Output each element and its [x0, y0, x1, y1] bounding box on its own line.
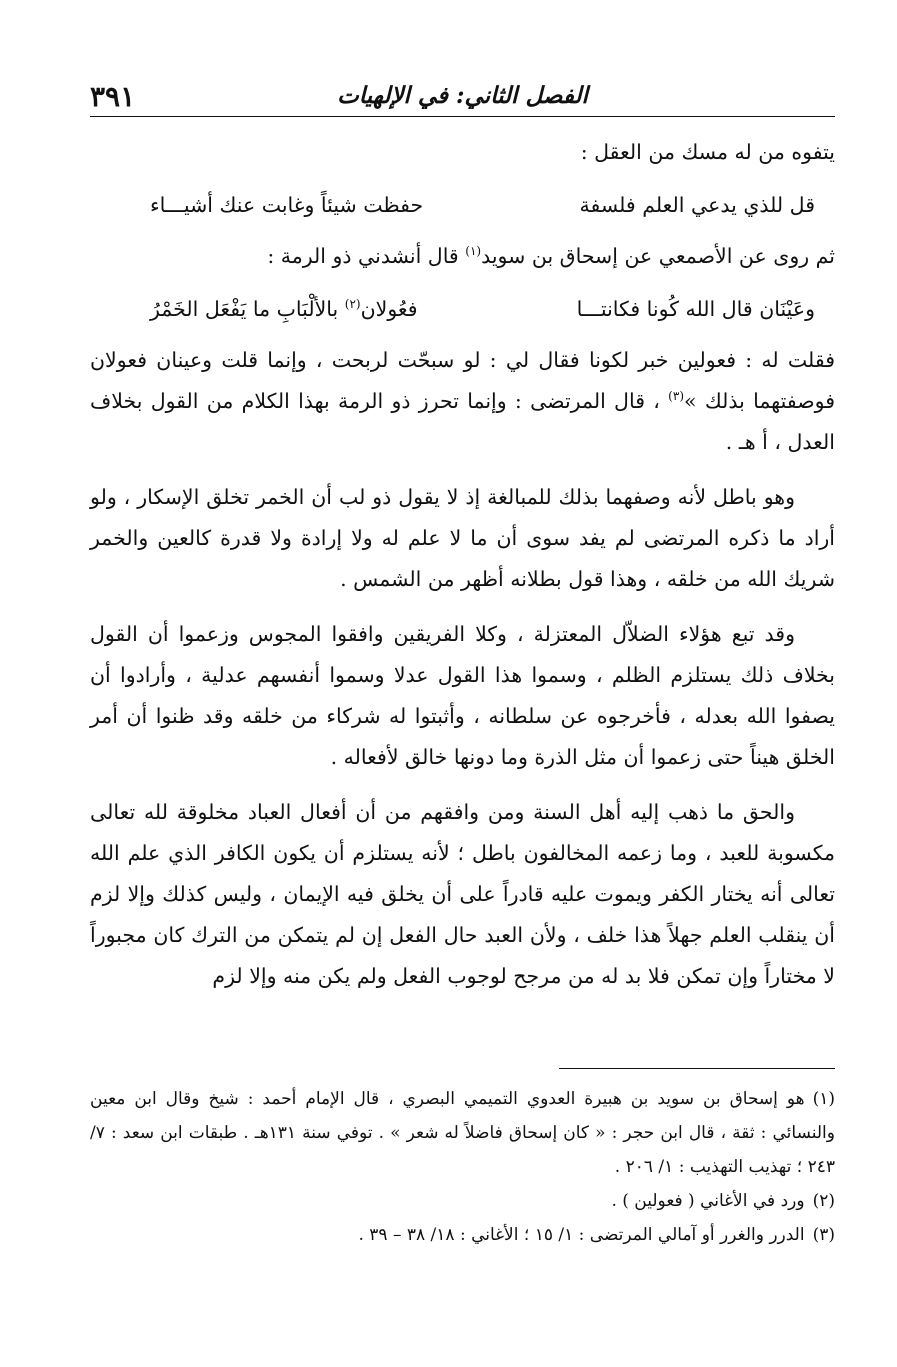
footnote-2-number: (٢) — [812, 1191, 835, 1211]
verse-2-second-hemistich — [150, 289, 418, 330]
footnote-1-number: (١) — [812, 1089, 835, 1109]
verse-2-rest: بالألْبَابِ ما يَفْعَل الخَمْرُ — [150, 297, 345, 321]
paragraph-1-text-end: ، قال المرتضى : وإنما تحرز ذو الرمة بهذا الكلام من القول بخلاف العدل ، أ هـ . — [90, 389, 835, 454]
footnote-3-text: الدرر والغرر أو آمالي المرتضى : ١/ ١٥ ؛ الأغاني : ١٨/ ٣٨ – ٣٩ . — [358, 1225, 805, 1245]
footnote-3 — [90, 1218, 835, 1252]
running-title: الفصل الثاني: في الإلهيات — [337, 82, 588, 109]
paragraph-1 — [90, 340, 835, 463]
footnote-ref-2: (٢) — [344, 297, 361, 312]
verse-1-first-hemistich: قل للذي يدعي العلم فلسفة — [579, 193, 815, 217]
verse-2-word: فعُولان — [360, 297, 418, 321]
verse-2-first-hemistich: وعَيْنَان قال الله كُونا فكانتـــا — [576, 297, 815, 321]
verse-1-second-hemistich: حفظت شيئاً وغابت عنك أشيـــاء — [150, 193, 424, 217]
intro-line: يتفوه من له مسك من العقل : — [580, 140, 835, 164]
main-text — [90, 132, 835, 997]
paragraph-3: وقد تبع هؤلاء الضلاّل المعتزلة ، وكلا الفريقين وافقوا المجوس وزعموا أن القول بخلاف ذلك يستلزم الظلم ، وسموا هذا القول عدلا وسموا أنفسهم عدلية ، وأرادوا أن يصفوا الله بعدله ، فأخرجوه عن سلطانه ، وأثبتوا له شركاء من خلقه وقد ظنوا أن أمر الخلق هيناً حتى زعموا أن مثل الذرة وما دونها خالق لأفعاله . — [90, 622, 835, 769]
verse-2 — [90, 289, 835, 330]
footnote-1 — [90, 1082, 835, 1184]
footnote-ref-3: (٣) — [668, 389, 684, 404]
footnote-ref-1: (١) — [465, 244, 482, 259]
paragraph-1-text: فقلت له : فعولين خبر لكونا فقال لي : لو سبحّت لربحت ، وإنما قلت وعينان فعولان فوصفتهما بذلك » — [90, 348, 835, 413]
footnotes — [90, 1082, 835, 1252]
verse-1 — [90, 185, 835, 226]
footnote-1-text: هو إسحاق بن سويد بن هبيرة العدوي التميمي البصري ، قال الإمام أحمد : شيخ وقال ابن معين والنسائي : ثقة ، قال ابن حجر : « كان إسحاق فاضلاً له شعر » . توفي سنة ١٣١هـ . طبقات ابن سعد : ٧/ ٢٤٣ ؛ تهذيب التهذيب : ١/ ٢٠٦ . — [90, 1089, 835, 1177]
narration-text-end: قال أنشدني ذو الرمة : — [267, 244, 466, 268]
paragraph-4: والحق ما ذهب إليه أهل السنة ومن وافقهم من أن أفعال العباد مخلوقة لله تعالى مكسوبة للعبد ، وما زعمه المخالفون باطل ؛ لأنه يستلزم أن يكون الكافر الذي علم الله تعالى أنه يختار الكفر ويموت عليه قادراً على أن يخلق فيه الإيمان ، وليس كذلك وإلا لزم أن ينقلب العلم جهلاً هذا خلف ، ولأن العبد حال الفعل إن لم يتمكن من الترك كان مجبوراً لا مختاراً وإن تمكن فلا بد له من مرجح لوجوب الفعل ولم يكن منه وإلا لزم — [90, 800, 835, 988]
page-header — [90, 78, 835, 117]
footnote-2-text: ورد في الأغاني ( فعولين ) . — [611, 1191, 805, 1211]
footnote-2 — [90, 1184, 835, 1218]
footnote-3-number: (٣) — [812, 1225, 835, 1245]
narration-line — [90, 236, 835, 277]
page-number: ٣٩١ — [90, 80, 136, 113]
footnote-divider — [559, 1068, 835, 1069]
paragraph-2: وهو باطل لأنه وصفهما بذلك للمبالغة إذ لا يقول ذو لب أن الخمر تخلق الإسكار ، ولو أراد ما ذكره المرتضى لم يفد سوى أن ما لا علم له ولا إرادة ولا قدرة كالعين والخمر شريك الله من خلقه ، وهذا قول بطلانه أظهر من الشمس . — [90, 485, 835, 591]
narration-text: ثم روى عن الأصمعي عن إسحاق بن سويد — [481, 244, 835, 268]
